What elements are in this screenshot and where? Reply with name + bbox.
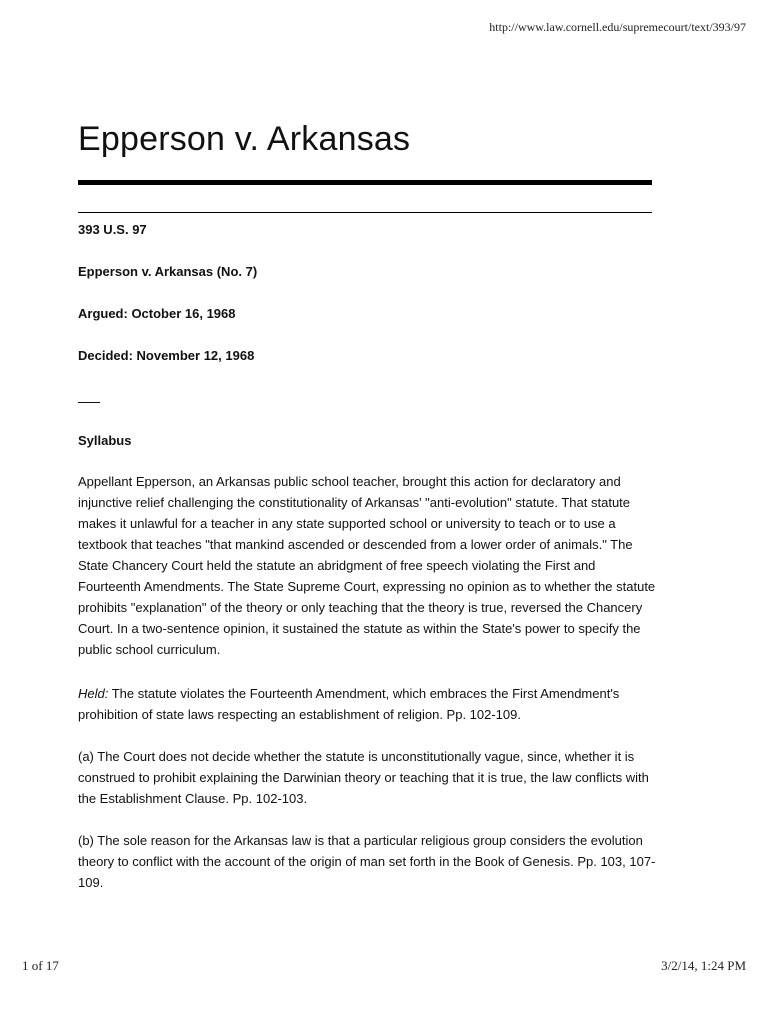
section-divider bbox=[78, 402, 100, 403]
page-title: Epperson v. Arkansas bbox=[78, 120, 411, 158]
syllabus-heading: Syllabus bbox=[78, 433, 132, 448]
point-b-paragraph: (b) The sole reason for the Arkansas law is that a particular religious group considers the evolution theory to conflict with the account of the origin of man set forth in the Book of Genesis. Pp. 103, 107-109. bbox=[78, 833, 656, 890]
held-text: The statute violates the Fourteenth Amendment, which embraces the First Amendment's prohibition of state laws respecting an establishment of religion. Pp. 102-109. bbox=[78, 686, 620, 722]
print-header-url: http://www.law.cornell.edu/supremecourt/text/393/97 bbox=[489, 20, 746, 34]
decided-date: Decided: November 12, 1968 bbox=[78, 348, 255, 363]
argued-date: Argued: October 16, 1968 bbox=[78, 306, 236, 321]
held-paragraph bbox=[78, 683, 658, 725]
held-label: Held: bbox=[78, 686, 109, 701]
point-a-paragraph: (a) The Court does not decide whether the statute is unconstitutionally vague, since, whether it is construed to prohibit explaining the Darwinian theory or teaching that it is true, the law conflicts with the Establishment Clause. Pp. 102-103. bbox=[78, 749, 649, 806]
page-indicator: 1 of 17 bbox=[22, 958, 59, 973]
title-divider-thin bbox=[78, 212, 652, 213]
print-timestamp: 3/2/14, 1:24 PM bbox=[661, 958, 746, 973]
citation: 393 U.S. 97 bbox=[78, 222, 147, 237]
syllabus-paragraph-1: Appellant Epperson, an Arkansas public school teacher, brought this action for declaratory and injunctive relief challenging the constitutionality of Arkansas' "anti-evolution" statute. That statute makes it unlawful for a teacher in any state supported school or university to teach or to use a textbook that teaches "that mankind ascended or descended from a lower order of animals." The State Chancery Court held the statute an abridgment of free speech violating the First and Fourteenth Amendments. The State Supreme Court, expressing no opinion as to whether the statute prohibits "explanation" of the theory or only teaching that the theory is true, reversed the Chancery Court. In a two-sentence opinion, it sustained the statute as within the State's power to specify the public school curriculum. bbox=[78, 474, 656, 657]
title-divider-thick bbox=[78, 180, 652, 185]
case-name: Epperson v. Arkansas (No. 7) bbox=[78, 264, 258, 279]
